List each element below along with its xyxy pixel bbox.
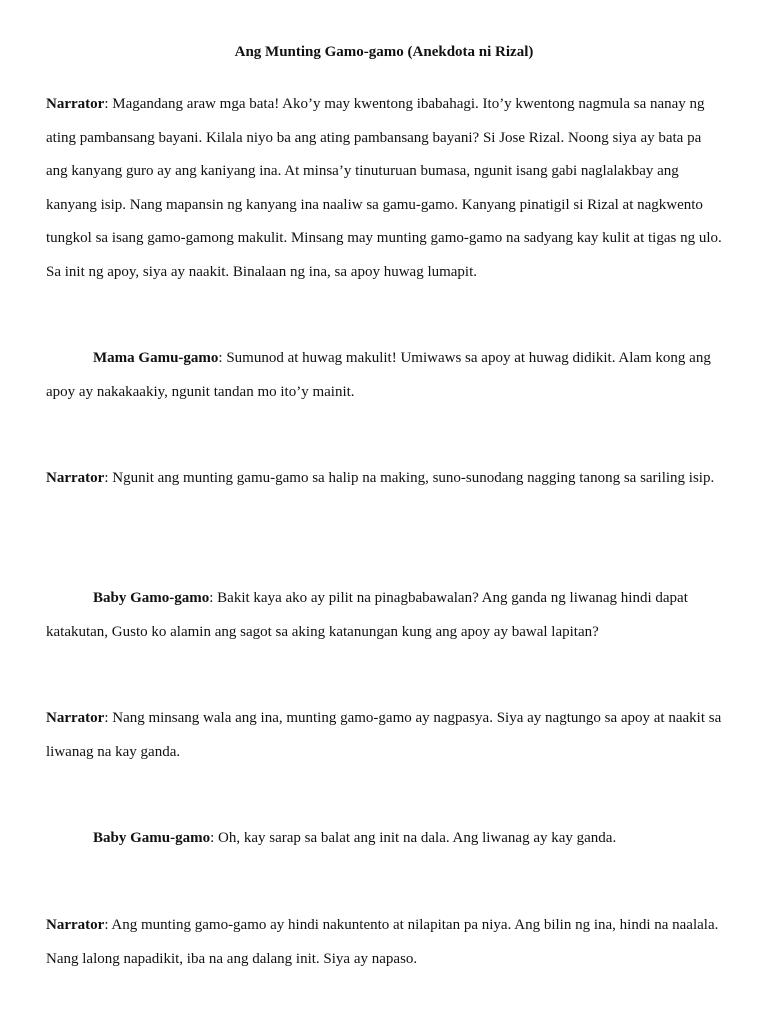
document-title: Ang Munting Gamo-gamo (Anekdota ni Rizal): [234, 44, 534, 60]
paragraph-narrator-4: [46, 909, 722, 976]
dialogue-text: : Sumunod at huwag makulit! Umiwaws sa apoy at huwag didikit. Alam kong ang apoy ay nakakaakiy, ngunit tandan mo ito’y mainit.: [46, 350, 711, 400]
dialogue-text: : Bakit kaya ako ay pilit na pinagbabawalan? Ang ganda ng liwanag hindi dapat katakutan, Gusto ko alamin ang sagot sa aking katanungan kung ang apoy ay bawal lapitan?: [46, 590, 688, 640]
dialogue-text: : Ang munting gamo-gamo ay hindi nakuntento at nilapitan pa niya. Ang bilin ng ina, hindi na naalala. Nang lalong napadikit, iba na ang dalang init. Siya ay napaso.: [46, 917, 719, 967]
speaker-label: Narrator: [46, 710, 105, 726]
paragraph-narrator-1: [46, 88, 722, 290]
paragraph-mama-gamu-gamo: [46, 342, 722, 409]
dialogue-text: : Oh, kay sarap sa balat ang init na dala. Ang liwanag ay kay ganda.: [210, 830, 617, 846]
speaker-label: Baby Gamu-gamo: [93, 830, 211, 846]
speaker-label: Narrator: [46, 96, 105, 112]
dialogue-text: : Magandang araw mga bata! Ako’y may kwentong ibabahagi. Ito’y kwentong nagmula sa nanay ng ating pambansang bayani. Kilala niyo ba ang ating pambansang bayani? Si Jose Rizal. Noong siya ay bata pa ang kanyang guro ay ang kaniyang ina. At minsa’y tinuturuan bumasa, ngunit isang gabi naglalakbay ang kanyang isip. Nang mapansin ng kanyang ina naaliw sa gamu-gamo. Kanyang pinatigil si Rizal at nagkwento tungkol sa isang gamo-gamong makulit. Minsang may munting gamo-gamo na sadyang kay kulit at tigas ng ulo. Sa init ng apoy, siya ay naakit. Binalaan ng ina, sa apoy huwag lumapit.: [46, 96, 722, 280]
dialogue-text: : Nang minsang wala ang ina, munting gamo-gamo ay nagpasya. Siya ay nagtungo sa apoy at naakit sa liwanag na kay ganda.: [46, 710, 722, 760]
speaker-label: Narrator: [46, 470, 105, 486]
dialogue-text: : Ngunit ang munting gamu-gamo sa halip na making, suno-sunodang nagging tanong sa sariling isip.: [104, 470, 715, 486]
speaker-label: Narrator: [46, 917, 105, 933]
paragraph-baby-gamu-gamo: [46, 822, 722, 856]
paragraph-baby-gamo-gamo: [46, 582, 722, 649]
speaker-label: Mama Gamu-gamo: [93, 350, 219, 366]
paragraph-narrator-2: [46, 462, 722, 496]
speaker-label: Baby Gamo-gamo: [93, 590, 210, 606]
paragraph-narrator-3: [46, 702, 722, 769]
